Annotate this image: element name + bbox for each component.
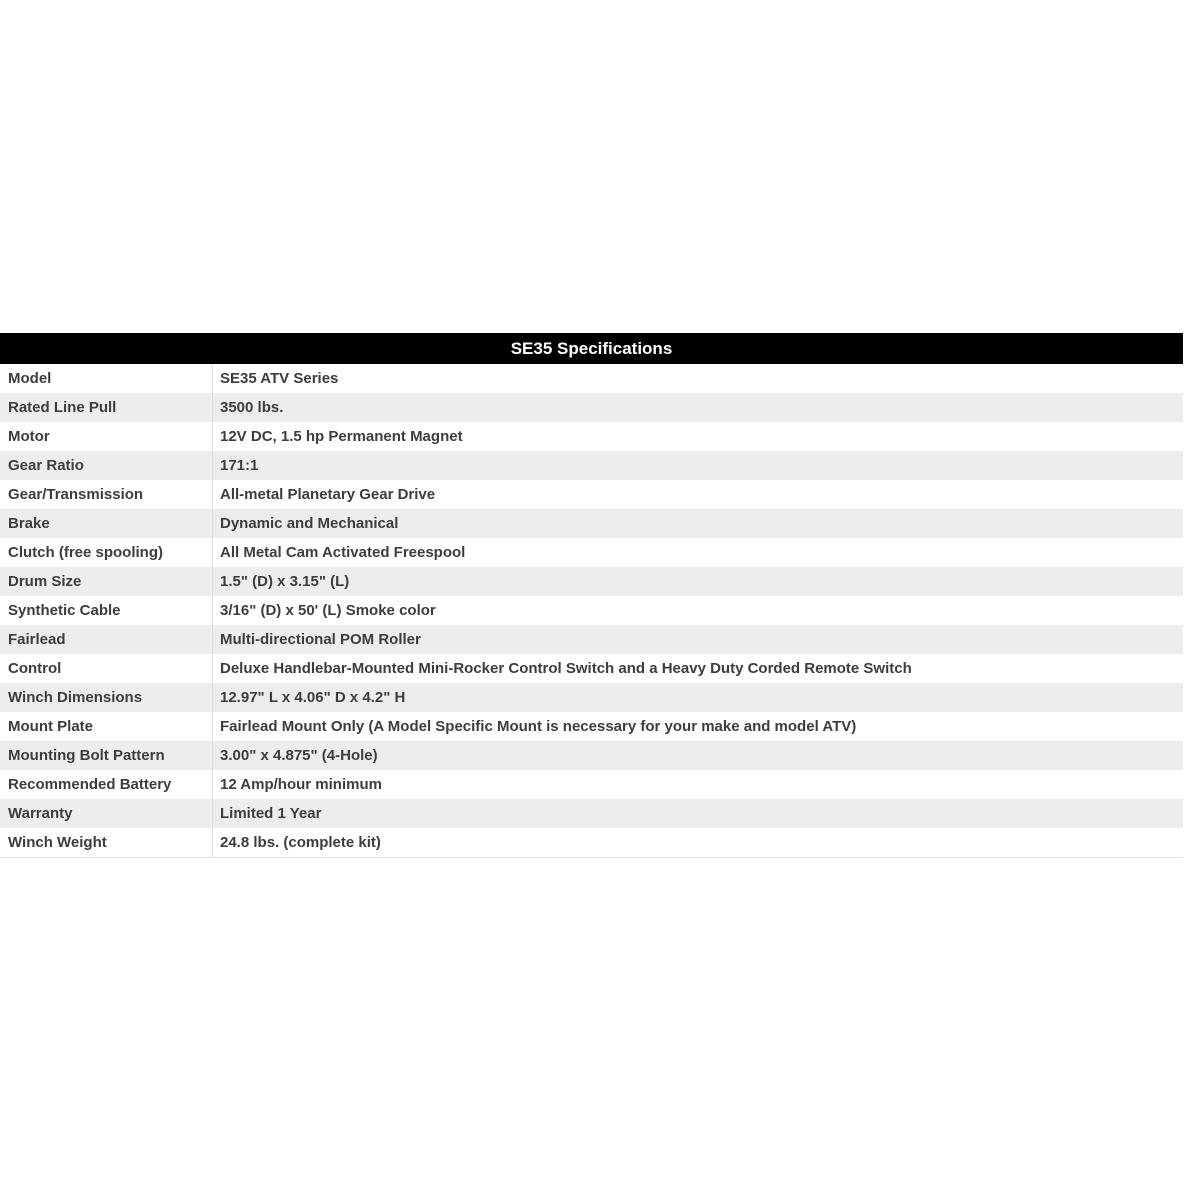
spec-value: All-metal Planetary Gear Drive — [220, 486, 436, 503]
spec-value: 12.97" L x 4.06" D x 4.2" H — [220, 689, 406, 706]
spec-value: Fairlead Mount Only (A Model Specific Mount is necessary for your make and model ATV) — [220, 718, 857, 735]
spec-value: Multi-directional POM Roller — [220, 631, 421, 648]
spec-label: Rated Line Pull — [0, 393, 213, 422]
spec-label: Control — [0, 654, 213, 683]
spec-label: Fairlead — [0, 625, 213, 654]
table-title: SE35 Specifications — [0, 333, 1183, 364]
spec-value: 3500 lbs. — [220, 399, 284, 416]
spec-label: Warranty — [0, 799, 213, 828]
spec-row — [0, 393, 1183, 422]
spec-row — [0, 538, 1183, 567]
spec-label: Clutch (free spooling) — [0, 538, 213, 567]
spec-value: 12V DC, 1.5 hp Permanent Magnet — [220, 428, 463, 445]
table-body — [0, 364, 1183, 858]
spec-row — [0, 712, 1183, 741]
spec-label: Brake — [0, 509, 213, 538]
spec-row — [0, 828, 1183, 857]
spec-label: Recommended Battery — [0, 770, 213, 799]
spec-value: 3/16" (D) x 50' (L) Smoke color — [220, 602, 436, 619]
spec-label: Gear/Transmission — [0, 480, 213, 509]
spec-row — [0, 654, 1183, 683]
spec-row — [0, 770, 1183, 799]
spec-label: Winch Weight — [0, 828, 213, 857]
spec-row — [0, 364, 1183, 393]
spec-label: Drum Size — [0, 567, 213, 596]
spec-row — [0, 567, 1183, 596]
spec-row — [0, 683, 1183, 712]
spec-row — [0, 422, 1183, 451]
spec-label: Mounting Bolt Pattern — [0, 741, 213, 770]
spec-label: Model — [0, 364, 213, 393]
spec-value: 171:1 — [220, 457, 259, 474]
spec-label: Mount Plate — [0, 712, 213, 741]
spec-row — [0, 625, 1183, 654]
spec-value: 24.8 lbs. (complete kit) — [220, 834, 381, 851]
spec-label: Winch Dimensions — [0, 683, 213, 712]
spec-row — [0, 741, 1183, 770]
spec-value: Deluxe Handlebar-Mounted Mini-Rocker Control Switch and a Heavy Duty Corded Remote Switch — [220, 660, 912, 677]
spec-row — [0, 451, 1183, 480]
spec-row — [0, 799, 1183, 828]
spec-value: Limited 1 Year — [220, 805, 322, 822]
spec-value: 3.00" x 4.875" (4-Hole) — [220, 747, 378, 764]
spec-value: All Metal Cam Activated Freespool — [220, 544, 466, 561]
spec-row — [0, 509, 1183, 538]
spec-row — [0, 596, 1183, 625]
specifications-table — [0, 333, 1183, 858]
spec-value: 12 Amp/hour minimum — [220, 776, 382, 793]
spec-value: 1.5" (D) x 3.15" (L) — [220, 573, 350, 590]
spec-label: Synthetic Cable — [0, 596, 213, 625]
spec-label: Motor — [0, 422, 213, 451]
spec-value: SE35 ATV Series — [220, 370, 339, 387]
spec-row — [0, 480, 1183, 509]
spec-label: Gear Ratio — [0, 451, 213, 480]
spec-value: Dynamic and Mechanical — [220, 515, 399, 532]
